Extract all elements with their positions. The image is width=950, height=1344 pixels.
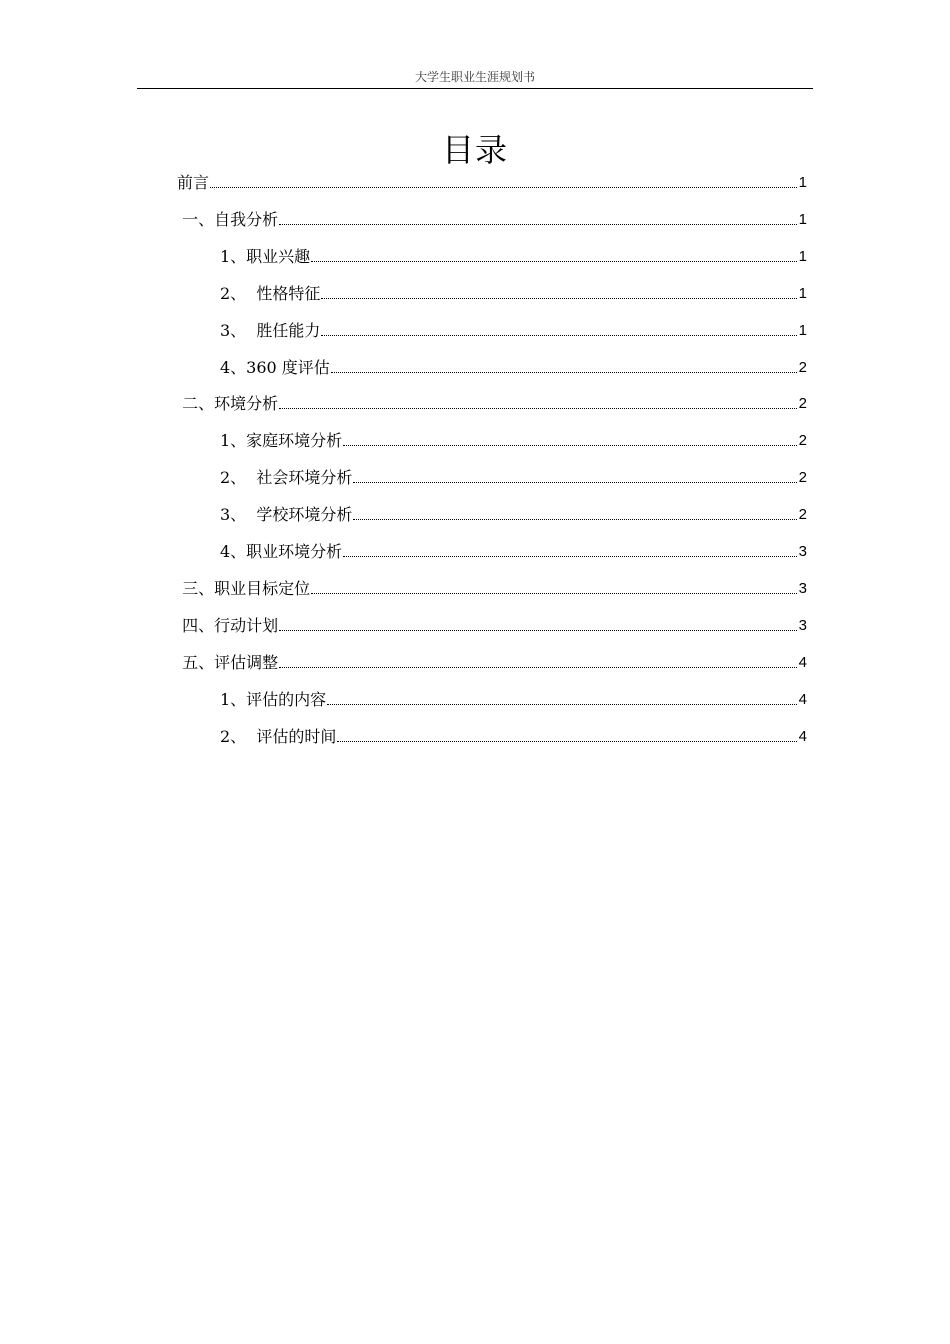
toc-entry[interactable] — [177, 170, 807, 194]
toc-dot-leader — [327, 704, 796, 705]
toc-entry[interactable] — [220, 539, 807, 563]
toc-dot-leader — [321, 335, 796, 336]
toc-entry-label: 五、评估调整 — [177, 652, 279, 672]
toc-entry[interactable] — [177, 613, 807, 637]
toc-dot-leader — [337, 741, 796, 742]
toc-entry-label: 1、家庭环境分析 — [220, 431, 343, 451]
toc-entry[interactable] — [177, 391, 807, 415]
toc-entry-page-number: 2 — [798, 358, 807, 376]
toc-entry-page-number: 2 — [798, 432, 807, 450]
toc-dot-leader — [279, 224, 797, 225]
toc-entry-page-number: 1 — [798, 247, 807, 265]
toc-entry-label: 2、 社会环境分析 — [220, 468, 353, 488]
toc-title: 目录 — [441, 131, 508, 169]
toc-entry-label: 四、行动计划 — [177, 615, 279, 635]
toc-entry[interactable] — [220, 502, 807, 526]
toc-entry-page-number: 2 — [798, 395, 807, 413]
toc-dot-leader — [210, 187, 797, 188]
toc-dot-leader — [321, 298, 796, 299]
toc-entry[interactable] — [220, 244, 807, 268]
toc-entry[interactable] — [177, 207, 807, 231]
toc-entry-label: 前言 — [177, 173, 210, 192]
toc-entry-page-number: 1 — [798, 321, 807, 339]
page-header: 大学生职业生涯规划书 — [137, 68, 813, 89]
toc-entry-page-number: 4 — [798, 690, 807, 708]
toc-entry[interactable] — [220, 687, 807, 711]
toc-entry[interactable] — [220, 355, 807, 379]
toc-entry-page-number: 3 — [798, 579, 807, 597]
toc-entry-page-number: 3 — [798, 616, 807, 634]
toc-entry[interactable] — [177, 576, 807, 600]
toc-entry-label: 4、职业环境分析 — [220, 542, 343, 561]
toc-entry-page-number: 1 — [798, 284, 807, 302]
toc-entry[interactable] — [177, 650, 807, 674]
toc-entry-page-number: 4 — [798, 653, 807, 671]
toc-entry-page-number: 2 — [798, 469, 807, 487]
toc-entry-label: 2、 性格特征 — [220, 283, 321, 303]
toc-dot-leader — [279, 408, 797, 409]
toc-entry[interactable] — [220, 318, 807, 342]
toc-dot-leader — [353, 482, 796, 483]
toc-dot-leader — [353, 519, 796, 520]
toc-entry-page-number: 2 — [798, 506, 807, 524]
toc-entry[interactable] — [220, 724, 807, 748]
toc-dot-leader — [279, 630, 797, 631]
toc-entry-label: 4、360 度评估 — [220, 357, 330, 377]
toc-entry-label: 1、职业兴趣 — [220, 246, 311, 266]
toc-entry-label: 3、 胜任能力 — [220, 320, 321, 340]
toc-dot-leader — [311, 593, 797, 594]
toc-dot-leader — [279, 667, 797, 668]
toc-entry-page-number: 4 — [798, 727, 807, 745]
toc-entry[interactable] — [220, 428, 807, 452]
toc-entry-page-number: 1 — [798, 210, 807, 228]
toc-entry-page-number: 3 — [798, 543, 807, 560]
toc-dot-leader — [331, 372, 797, 373]
toc-entry-label: 二、环境分析 — [177, 394, 279, 414]
toc-entry-label: 2、 评估的时间 — [220, 726, 337, 746]
toc-entry-label: 一、自我分析 — [177, 209, 279, 229]
toc-entry-label: 3、 学校环境分析 — [220, 505, 353, 525]
toc-dot-leader — [343, 445, 796, 446]
toc-entry[interactable] — [220, 281, 807, 305]
toc-entry[interactable] — [220, 465, 807, 489]
toc-entry-label: 三、职业目标定位 — [177, 578, 311, 598]
toc-dot-leader — [343, 556, 796, 557]
toc-entry-page-number: 1 — [798, 174, 807, 191]
toc-entry-label: 1、评估的内容 — [220, 689, 327, 709]
toc-dot-leader — [311, 261, 796, 262]
